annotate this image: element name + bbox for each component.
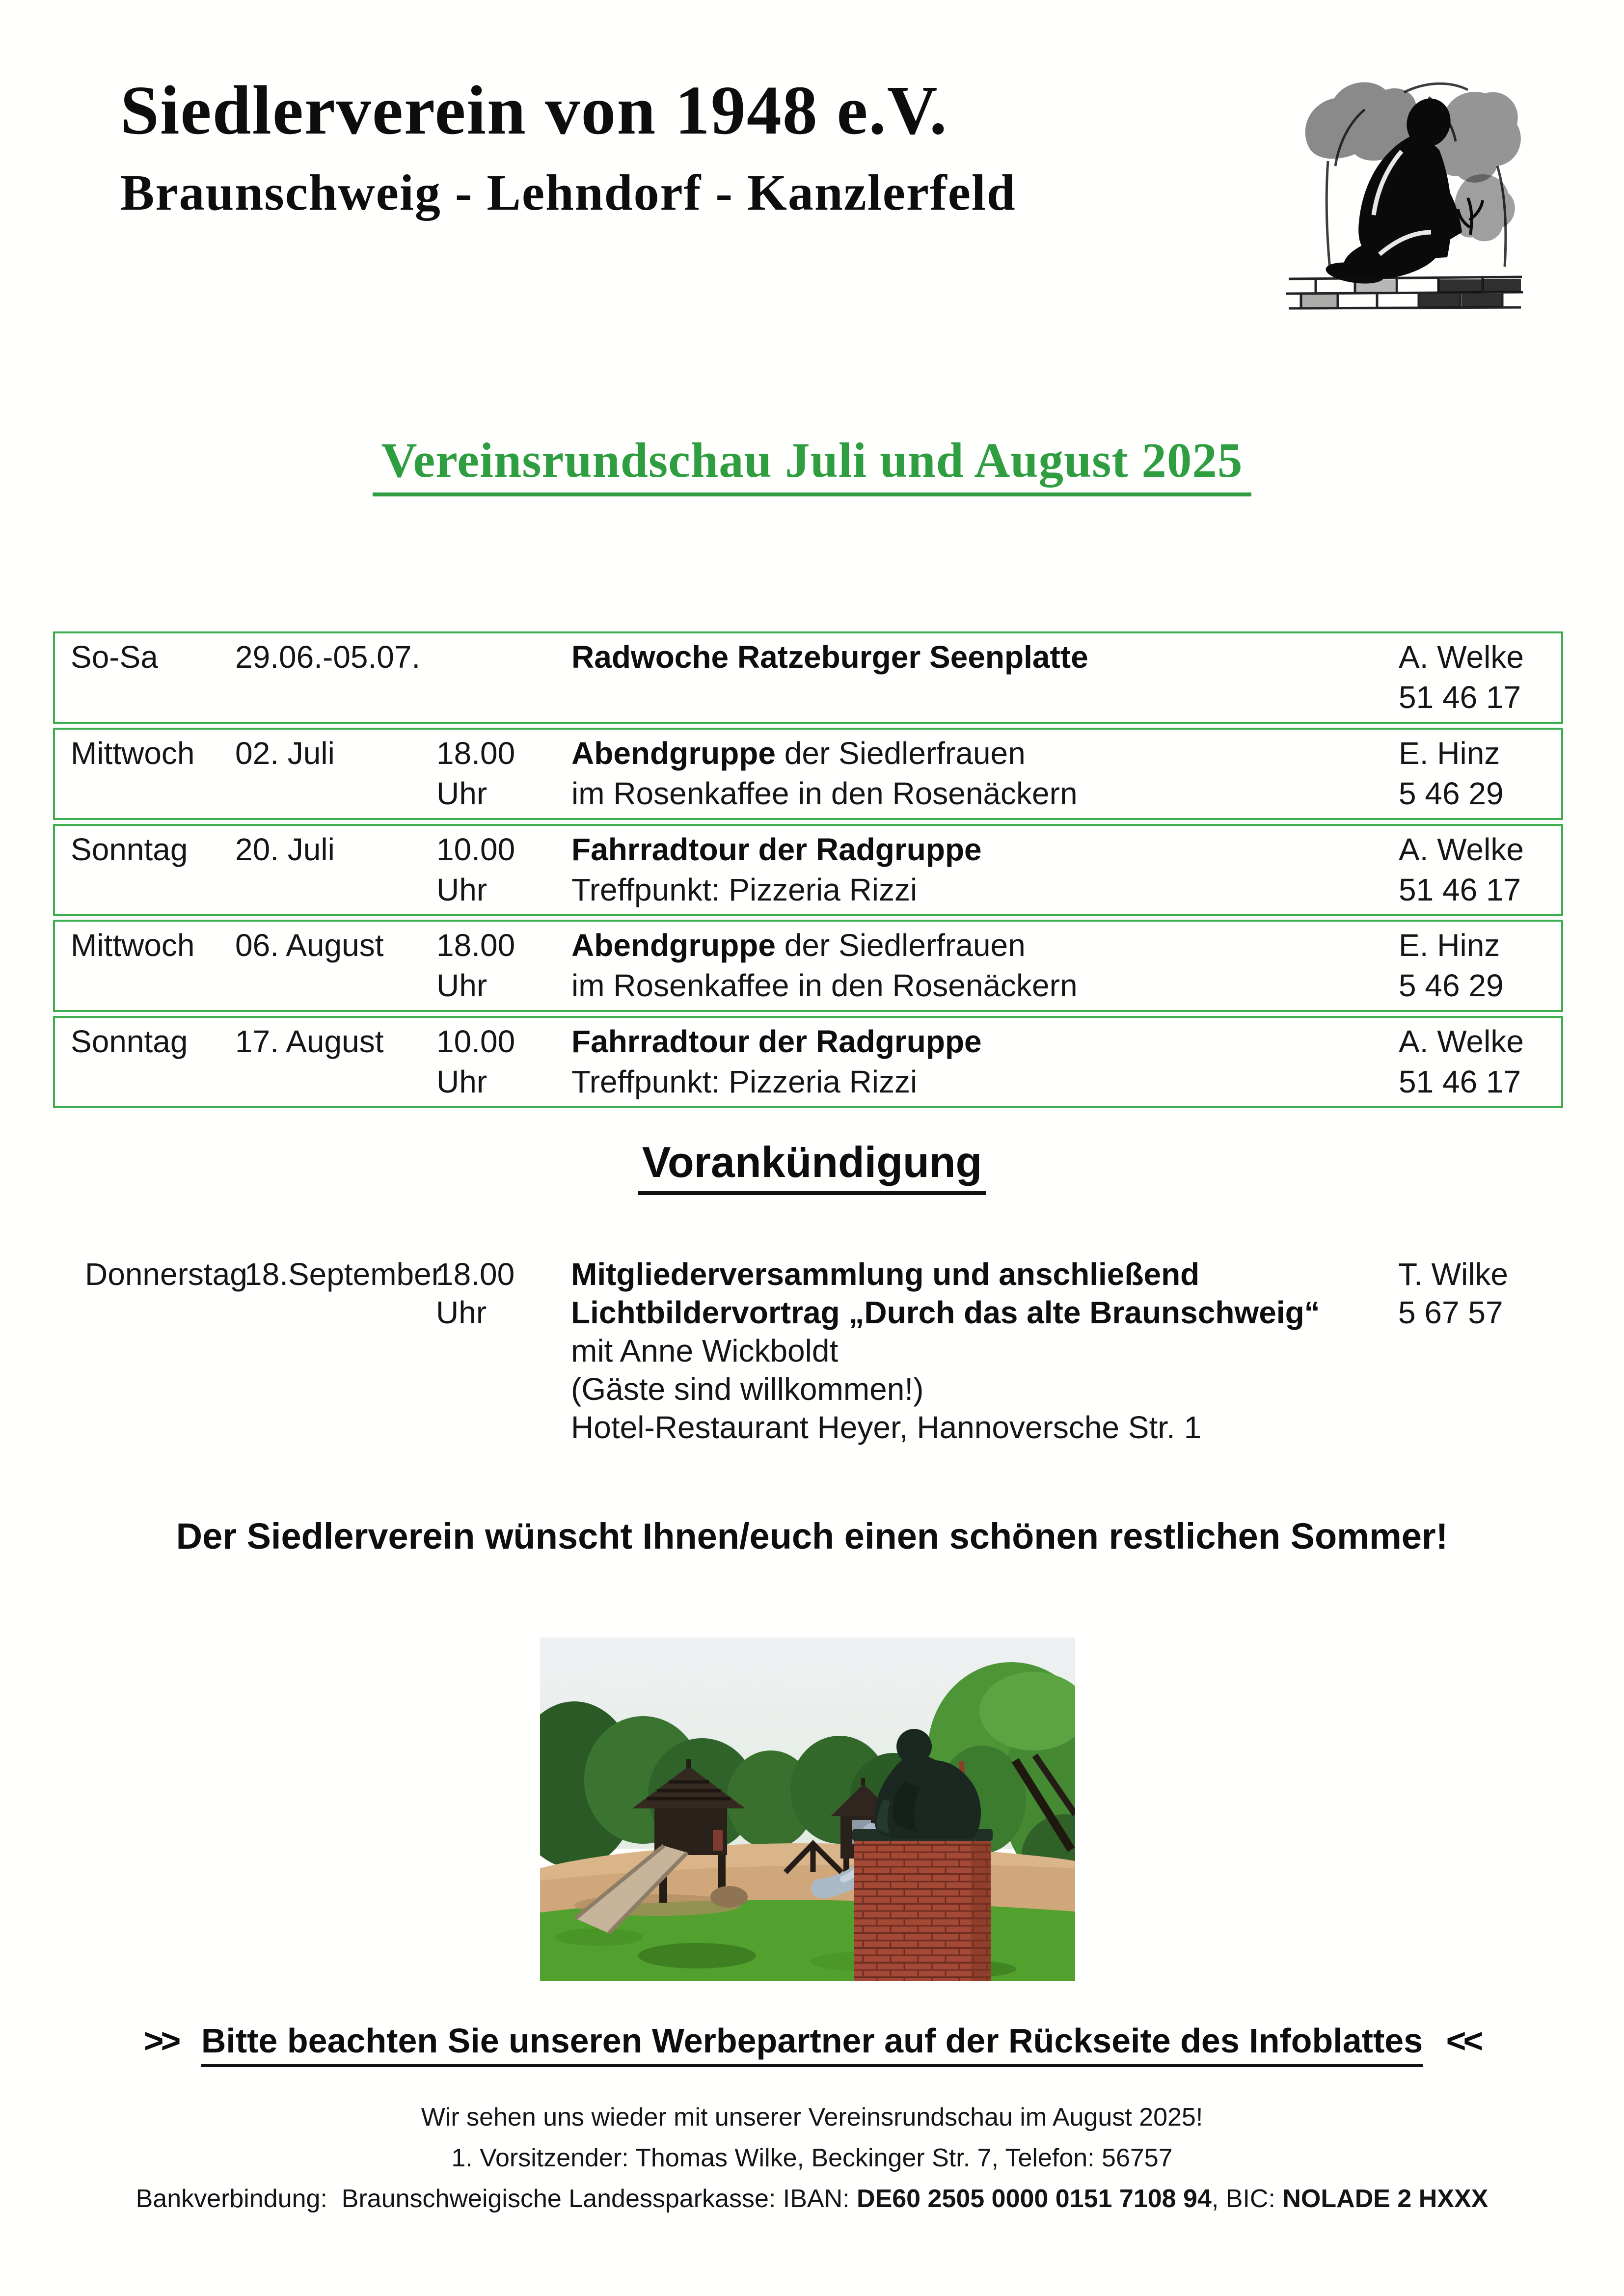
event-day: Sonntag [71,1024,188,1060]
event-time: 10.00 Uhr [436,1024,515,1100]
event-title [571,637,1399,678]
double-chevron-right-icon: >> [143,2022,178,2060]
event-title-bold: Radwoche Ratzeburger Seenplatte [571,639,1088,675]
event-row [53,631,1563,724]
announcement-heading-row [0,1137,1624,1195]
event-date: 20. Juli [235,831,335,867]
contact-phone: 5 46 29 [1399,968,1504,1004]
event-row [53,824,1563,916]
club-logo [1281,63,1527,321]
header [120,71,1016,221]
bank-iban: DE60 2505 0000 0151 7108 94 [857,2185,1212,2213]
event-contact [1399,734,1561,814]
announcement-line-bold: Lichtbildervortrag „Durch das alte Braunschweig“ [571,1295,1320,1331]
footer-chairman: 1. Vorsitzender: Thomas Wilke, Beckinger Str. 7, Telefon: 56757 [451,2144,1173,2172]
event-detail: im Rosenkaffee in den Rosenäckern [571,968,1078,1004]
contact-name: T. Wilke [1398,1257,1508,1292]
advert-note [0,2021,1624,2060]
contact-phone: 5 46 29 [1399,775,1504,811]
event-title-bold: Fahrradtour der Radgruppe [571,831,982,867]
event-date: 17. August [235,1024,384,1060]
event-contact [1399,637,1561,718]
event-day: Mittwoch [71,735,195,771]
event-description [571,734,1399,814]
announcement-time: 18.00 Uhr [436,1257,515,1331]
contact-name: A. Welke [1399,831,1524,867]
kneeling-gardener-icon [1281,314,1527,323]
event-row [53,920,1563,1012]
announcement-line: Hotel-Restaurant Heyer, Hannoversche Str. 1 [571,1410,1202,1446]
event-time [436,637,571,718]
announcement-description [571,1255,1398,1447]
announcement-row [53,1255,1563,1447]
event-description [571,1022,1399,1102]
event-title [571,830,1399,870]
contact-name: E. Hinz [1399,735,1500,771]
event-time: 18.00 Uhr [436,735,515,811]
event-description [571,637,1399,718]
newsletter-title: Vereinsrundschau Juli und August 2025 [373,433,1252,496]
contact-name: E. Hinz [1399,928,1500,963]
club-subtitle: Braunschweig - Lehndorf - Kanzlerfeld [120,164,1016,221]
footer-bank-details [0,2186,1624,2212]
contact-phone: 51 46 17 [1399,872,1521,907]
announcement-heading: Vorankündigung [638,1137,986,1195]
event-title [571,926,1399,966]
announcement-line: mit Anne Wickboldt [571,1333,839,1369]
advert-note-text: Bitte beachten Sie unseren Werbepartner auf der Rückseite des Infoblattes [201,2022,1423,2067]
event-row [53,728,1563,820]
event-title-bold: Fahrradtour der Radgruppe [571,1024,982,1060]
footer-farewell: Wir sehen uns wieder mit unserer Vereinsrundschau im August 2025! [421,2103,1203,2132]
announcement-day: Donnerstag [85,1257,247,1292]
event-day: So-Sa [71,639,158,675]
event-detail: Treffpunkt: Pizzeria Rizzi [571,872,918,907]
event-description [571,830,1399,910]
main-title-row [0,433,1624,496]
event-contact [1399,830,1561,910]
event-contact [1399,926,1561,1006]
contact-phone: 51 46 17 [1399,679,1521,715]
event-title-bold: Abendgruppe [571,735,776,771]
event-detail: im Rosenkaffee in den Rosenäckern [571,775,1078,811]
double-chevron-left-icon: << [1446,2022,1481,2060]
event-date: 06. August [235,928,384,963]
contact-phone: 51 46 17 [1399,1064,1521,1100]
announcement-line-bold: Mitgliederversammlung und anschließend [571,1257,1200,1292]
event-title-rest: der Siedlerfrauen [775,735,1026,771]
contact-name: A. Welke [1399,639,1524,675]
club-title: Siedlerverein von 1948 e.V. [120,71,948,149]
event-time: 18.00 Uhr [436,928,515,1004]
bank-label: Bankverbindung: Braunschweigische Landessparkasse: IBAN: [135,2185,857,2213]
announcement-date: 18.September [244,1257,442,1292]
closing-row [0,1515,1624,1557]
event-time: 10.00 Uhr [436,831,515,907]
footer [0,2105,1624,2227]
event-title-bold: Abendgruppe [571,928,776,963]
bank-bic: NOLADE 2 HXXX [1282,2185,1489,2213]
events-table [53,631,1563,1108]
event-title [571,734,1399,774]
event-row [53,1016,1563,1108]
announcement-line: (Gäste sind willkommen!) [571,1371,924,1407]
playground-photo [540,1638,1075,1981]
event-day: Mittwoch [71,928,195,963]
event-description [571,926,1399,1006]
event-day: Sonntag [71,831,188,867]
bank-separator: , BIC: [1211,2185,1283,2213]
closing-line: Der Siedlerverein wünscht Ihnen/euch einen schönen restlichen Sommer! [176,1516,1448,1557]
event-contact [1399,1022,1561,1102]
event-title [571,1022,1399,1062]
contact-phone: 5 67 57 [1398,1295,1503,1331]
event-detail: Treffpunkt: Pizzeria Rizzi [571,1064,918,1100]
event-title-rest: der Siedlerfrauen [775,928,1026,963]
contact-name: A. Welke [1399,1024,1524,1060]
event-date: 02. Juli [235,735,335,771]
announcement-contact [1398,1255,1563,1447]
event-date: 29.06.-05.07. [235,639,421,675]
